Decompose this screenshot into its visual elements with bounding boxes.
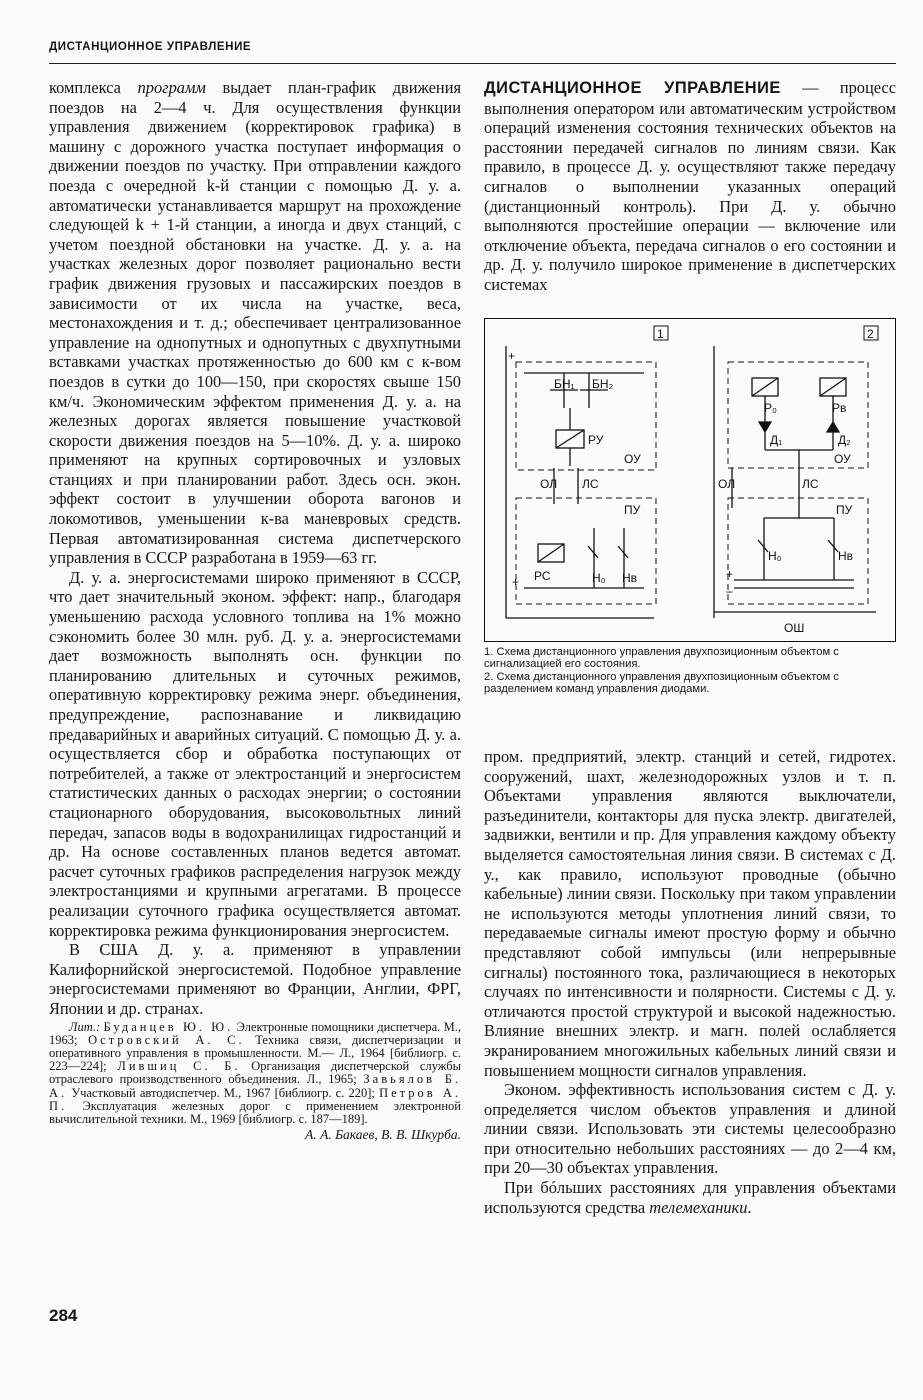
lit-text: Организация диспетчерской службы отраслевого производственного объединения. Л., 1965; [49, 1059, 462, 1087]
label-no-1: Н₀ [592, 571, 606, 585]
lit-text: Электронные помощники диспетчера. М., 1963; [49, 1019, 461, 1047]
label-ol-1: ОЛ [540, 477, 558, 491]
lit-label: Лит.: [69, 1019, 101, 1034]
label-bn2: БН₂ [592, 377, 614, 391]
right-paragraph-1 [484, 78, 896, 295]
circuit-figure [484, 318, 896, 642]
label-ru: РУ [588, 433, 604, 447]
button-no [588, 546, 598, 558]
running-head: ДИСТАНЦИОННОЕ УПРАВЛЕНИЕ [49, 41, 252, 53]
label-nv-1: Нв [622, 571, 638, 585]
label-nv-2: Нв [838, 549, 854, 563]
relay-rs-slash [538, 544, 564, 562]
label-rv: Рв [832, 401, 847, 415]
relay-ro-slash [752, 378, 778, 396]
emphasis: телемеханики [649, 1197, 748, 1217]
text-run: выдает план-график движения поездов на 2—4 ч. Для осуществления функции управления движением (корректировок графика) в машину с дорожного участка поступает информация о движении поездов по участку. При отправлении каждого поезда с очередной k-й станции с помощью Д. у. а. автоматически устанавливается маршрут на прохождение следующей k + 1-й станции, а иногда и двух станций, с учетом поездной обстановки на участке. Д. у. а. на участках железных дорог позволяет рационально вести график движения грузовых и пассажирских поездов в зависимости от их числа на участке, веса, местонахождения и т. д.; обеспечивает централизованное управление на однопутных и однопутных с двухпутными вставками участках протяженностью до 600 км с к-вом поездов в сутки до 100—150, при скоростях свыше 150 км/ч. Экономическим эффектом применения Д. у. а. на железных дорогах является повышение участковой скорости движения поездов на 5—10%. Д. у. а. широко применяют на крупных сортировочных и узловых станциях и при планировании работ. Здесь осн. экон. эффект состоит в улучшении оборота вагонов и локомотивов, уменьшении к-ва маневровых средств. Первая автоматизированная система диспетчерского управления в СССР разработана в 1959—63 гг. [49, 78, 462, 568]
label-pu-1: ПУ [624, 503, 641, 517]
left-paragraph-1 [49, 78, 461, 568]
article-headword: ДИСТАНЦИОННОЕ УПРАВЛЕНИЕ [484, 79, 781, 97]
label-ou-2: ОУ [834, 452, 851, 466]
lit-author: Завьялов Б. А. [49, 1072, 461, 1100]
relay-ru-slash [556, 430, 584, 448]
label-d2: Д₂ [838, 433, 851, 447]
right-column-top [484, 78, 896, 295]
text-run: При бóльших расстояниях для управления объектами используются средства [484, 1178, 896, 1217]
label-no-2: Н₀ [768, 549, 782, 563]
header-rule [49, 63, 896, 64]
text-run: . [747, 1197, 752, 1217]
plus-label-2: + [726, 567, 734, 581]
relay-rv-slash [820, 378, 846, 396]
lit-author: Островский А. С. [88, 1032, 245, 1047]
label-rs: РС [534, 569, 551, 583]
button-nv-2 [828, 540, 838, 552]
button-nv [618, 546, 628, 558]
lit-author: Петров А. П. [49, 1085, 461, 1113]
label-ls-2: ЛС [802, 477, 819, 491]
right-column-bottom [484, 747, 896, 1217]
diode-d2 [827, 422, 839, 432]
diagram-1 [506, 326, 668, 618]
lit-text: Участковый автодиспетчер. М., 1967 [библиогр. с. 220]; [67, 1085, 380, 1100]
left-column [49, 78, 461, 1144]
left-paragraph-2: Д. у. а. энергосистемами широко применяют в СССР, что дает значительный эконом. эффект: напр., благодаря уменьшению расхода условного топлива на 1% можно сэкономить более 30 млн. руб. Д. у. а. энергосистемами дает возможность выполнять осн. функции по планированию длительных и суточных режимов, оперативную корректировку режима энерг. объединения, предупреждение, распознавание и ликвидацию предаварийных и аварийных ситуаций. С помощью Д. у. а. осуществляется сбор и обработка поступающих от потребителей, а также от электростанций и энергосистем статистических данных о расходах энергии; о состоянии стационарного оборудования, высоковольтных линий передач, запасов воды в водохранилищах гидростанций и др. На основе составленных планов ведется автомат. расчет суточных графиков распределения нагрузок между электростанциями и крупными агрегатами. В процессе реализации суточного графика осуществляется автомат. корректировка режима функционирования энергосистем. [49, 567, 461, 940]
caption-2: 2. Схема дистанционного управления двухпозиционным объектом с разделением команд управления диодами. [484, 670, 839, 696]
label-ol-2: ОЛ [718, 477, 736, 491]
text-run: комплекса [49, 78, 138, 97]
right-paragraph-2: пром. предприятий, электр. станций и сетей, гидротех. сооружений, шахт, железнодорожных узлов и т. п. Объектами управления являются выключатели, разъединители, контакторы для пуска электр. двигателей, задвижки, вентили и пр. Для управления каждому объекту выделяется самостоятельная линия связи. В системах с Д. у., как правило, используют проводные (обычно кабельные) линии связи. Поскольку при таком управлении не используются методы уплотнения линий связи, то передаваемые сигналы имеют простую форму и обычно представляют собой импульсы (или непрерывные сигналы) постоянного тока, различающиеся в некоторых случаях по интенсивности и полярности. Системы с Д. у. отличаются простой структурой и высокой надежностью. Влияние внешних электр. и магн. полей ослабляется экранированием многожильных кабельных линий связи и повышением мощности сигналов управления. [484, 747, 896, 1080]
left-paragraph-3: В США Д. у. а. применяют в управлении Калифорнийской энергосистемой. Подобное управление энергосистемами применяют во Франции, Англии, ФРГ, Японии и др. странах. [49, 940, 461, 1018]
page-number: 284 [49, 1306, 78, 1325]
article-authors: А. А. Бакаев, В. В. Шкурба. [305, 1127, 461, 1143]
right-paragraph-3: Эконом. эффективность использования систем с Д. у. определяется числом объектов управления и длиной линии связи. Использовать эти системы целесообразно при относительно небольших расстояниях — до 2—4 км, при 20—30 объектах управления. [484, 1080, 896, 1178]
right-paragraph-4 [484, 1178, 896, 1217]
label-pu-2: ПУ [836, 503, 853, 517]
minus-label-2: − [726, 585, 734, 599]
emphasis: программ [137, 78, 206, 97]
text-run: — процесс выполнения оператором или автоматическим устройством операций изменения состояния технических объектов на расстоянии передачей сигналов по линиям связи. Как правило, в процессе Д. у. осуществляют также передачу сигналов о выполнении указанных операций (дистанционный контроль). При Д. у. обычно выполняются простейшие операции — включение или отключение объекта, передача сигналов о его состоянии и др. Д. у. получило широкое применение в диспетчерских системах [484, 78, 896, 294]
plus-label: + [508, 349, 516, 363]
label-osh: ОШ [784, 621, 805, 635]
fig-number-1: 1 [657, 327, 664, 341]
label-ls-1: ЛС [582, 477, 599, 491]
lit-author: Буданцев Ю. Ю. [103, 1019, 234, 1034]
label-ou-1: ОУ [624, 452, 641, 466]
fig-number-2: 2 [867, 327, 874, 341]
diode-d1 [759, 422, 771, 432]
label-bn1: БН₁ [554, 377, 575, 391]
figure-captions [484, 646, 896, 696]
lit-text: Техника связи, диспетчеризации и оперативного управления в промышленности. М.— Л., 1964 [библиогр. с. 223—224]; [49, 1032, 461, 1074]
lit-author: Лившиц С. Б. [117, 1059, 241, 1074]
plus-label: + [512, 575, 520, 589]
lit-text: Эксплуатация железных дорог с применением электронной вычислительной техники. М., 1969 [библиогр. с. 187—189]. [49, 1098, 461, 1126]
label-ro: Р₀ [764, 401, 777, 415]
label-d1: Д₁ [770, 433, 783, 447]
diagram-2 [714, 326, 878, 635]
literature [49, 1021, 461, 1127]
button-no-2 [758, 540, 768, 552]
caption-1: 1. Схема дистанционного управления двухпозиционным объектом с сигнализацией его состояния. [484, 646, 839, 671]
